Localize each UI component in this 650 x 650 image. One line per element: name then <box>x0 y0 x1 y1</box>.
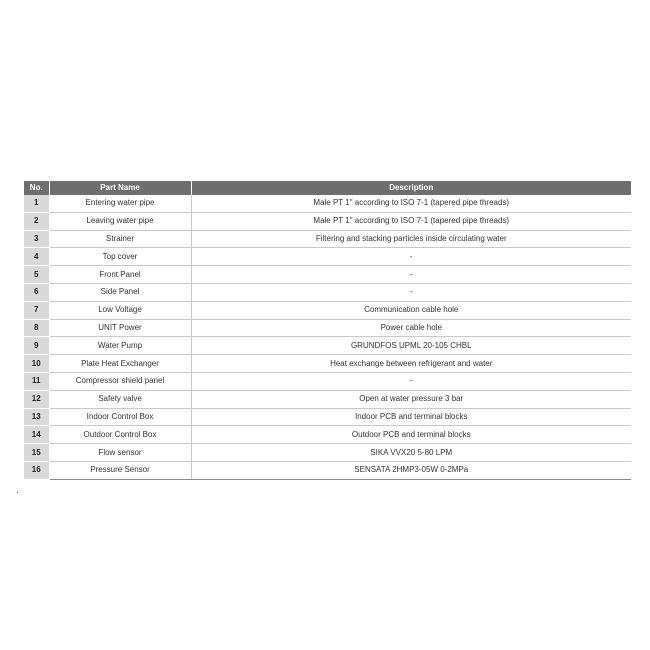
part-description: SENSATA 2HMP3-05W 0-2MPa <box>191 461 631 479</box>
row-number: 5 <box>24 266 49 284</box>
table-row <box>24 301 631 319</box>
part-name: Leaving water pipe <box>49 212 191 230</box>
table-row <box>24 337 631 355</box>
part-name: Outdoor Control Box <box>49 426 191 444</box>
row-number: 14 <box>24 426 49 444</box>
table-row <box>24 283 631 301</box>
row-number: 4 <box>24 248 49 266</box>
part-description: SIKA VVX20 5-80 LPM <box>191 444 631 462</box>
table-row <box>24 212 631 230</box>
part-description: - <box>191 283 631 301</box>
table-row <box>24 408 631 426</box>
table-row <box>24 319 631 337</box>
row-number: 7 <box>24 301 49 319</box>
row-number: 13 <box>24 408 49 426</box>
part-description: Indoor PCB and terminal blocks <box>191 408 631 426</box>
table-row <box>24 426 631 444</box>
part-name: Strainer <box>49 230 191 248</box>
table-row <box>24 372 631 390</box>
part-description: - <box>191 372 631 390</box>
table-row <box>24 230 631 248</box>
part-description: Male PT 1" according to ISO 7-1 (tapered pipe threads) <box>191 212 631 230</box>
part-description: - <box>191 248 631 266</box>
part-name: Entering water pipe <box>49 195 191 212</box>
part-name: Low Voltage <box>49 301 191 319</box>
part-name: Indoor Control Box <box>49 408 191 426</box>
table-row <box>24 195 631 212</box>
stray-dot <box>17 492 18 493</box>
part-name: Flow sensor <box>49 444 191 462</box>
part-description: Power cable hole <box>191 319 631 337</box>
part-name: Side Panel <box>49 283 191 301</box>
table-row <box>24 444 631 462</box>
row-number: 1 <box>24 195 49 212</box>
part-name: Safety valve <box>49 390 191 408</box>
row-number: 16 <box>24 461 49 479</box>
row-number: 10 <box>24 355 49 373</box>
table-row <box>24 266 631 284</box>
table-row <box>24 248 631 266</box>
table-row <box>24 390 631 408</box>
row-number: 11 <box>24 372 49 390</box>
table-header-row <box>24 181 631 195</box>
row-number: 12 <box>24 390 49 408</box>
part-description: GRUNDFOS UPML 20-105 CHBL <box>191 337 631 355</box>
part-name: Pressure Sensor <box>49 461 191 479</box>
part-description: Heat exchange between refrigerant and water <box>191 355 631 373</box>
row-number: 2 <box>24 212 49 230</box>
part-description: Outdoor PCB and terminal blocks <box>191 426 631 444</box>
table-row <box>24 461 631 479</box>
table-row <box>24 355 631 373</box>
part-description: Filtering and stacking particles inside circulating water <box>191 230 631 248</box>
part-name: Top cover <box>49 248 191 266</box>
part-name: Compressor shield panel <box>49 372 191 390</box>
header-part-name: Part Name <box>49 181 191 195</box>
row-number: 3 <box>24 230 49 248</box>
row-number: 8 <box>24 319 49 337</box>
part-name: Water Pump <box>49 337 191 355</box>
part-name: Front Panel <box>49 266 191 284</box>
part-description: Communication cable hole <box>191 301 631 319</box>
row-number: 6 <box>24 283 49 301</box>
part-name: UNIT Power <box>49 319 191 337</box>
row-number: 9 <box>24 337 49 355</box>
part-name: Plate Heat Exchanger <box>49 355 191 373</box>
part-description: Open at water pressure 3 bar <box>191 390 631 408</box>
part-description: - <box>191 266 631 284</box>
parts-table <box>24 181 631 480</box>
header-no: No. <box>24 181 49 195</box>
header-description: Description <box>191 181 631 195</box>
row-number: 15 <box>24 444 49 462</box>
part-description: Male PT 1" according to ISO 7-1 (tapered pipe threads) <box>191 195 631 212</box>
